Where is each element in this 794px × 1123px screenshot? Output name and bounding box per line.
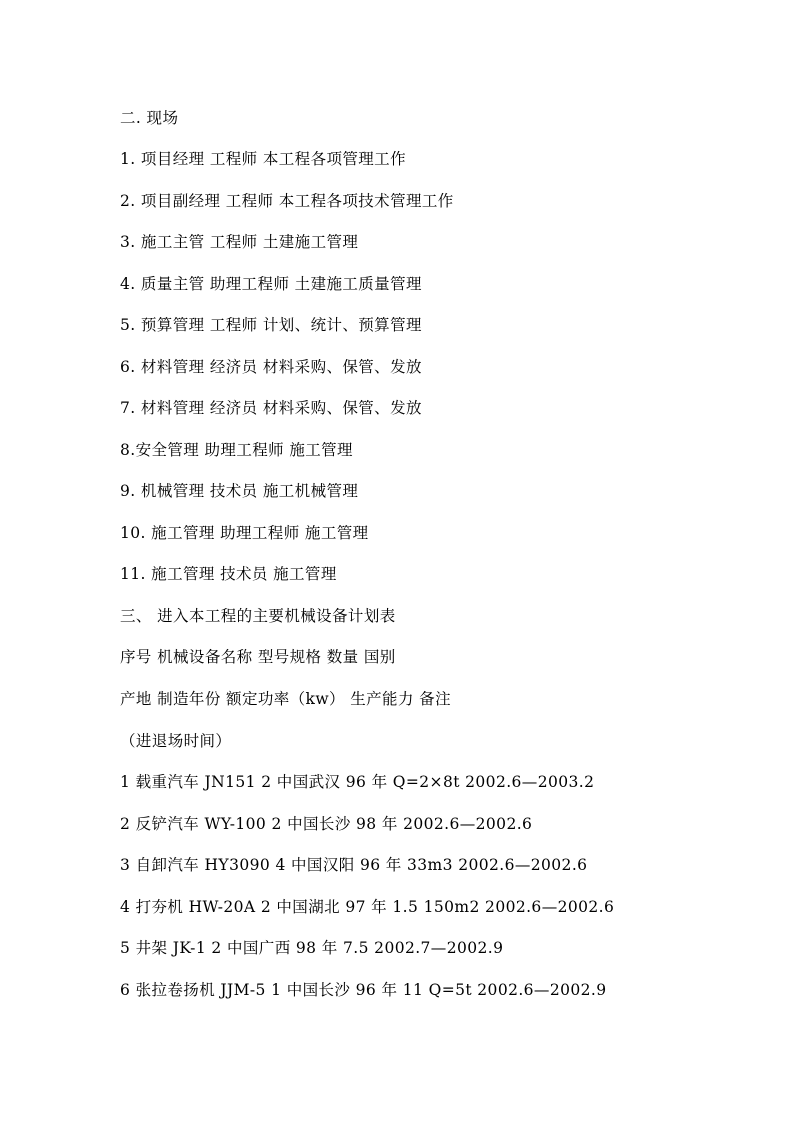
staff-item-7: 7. 材料管理 经济员 材料采购、保管、发放 — [120, 399, 422, 417]
section-heading-site: 二. 现场 — [120, 109, 179, 127]
equipment-table-header-1: 序号 机械设备名称 型号规格 数量 国别 — [120, 648, 396, 666]
equipment-row-4: 4 打夯机 HW-20A 2 中国湖北 97 年 1.5 150m2 2002.6—2002.6 — [120, 898, 615, 916]
staff-item-9: 9. 机械管理 技术员 施工机械管理 — [120, 482, 359, 500]
staff-item-2: 2. 项目副经理 工程师 本工程各项技术管理工作 — [120, 192, 454, 210]
equipment-table-header-3: （进退场时间） — [120, 732, 232, 750]
staff-item-8: 8.安全管理 助理工程师 施工管理 — [120, 441, 353, 459]
equipment-row-6: 6 张拉卷扬机 JJM-5 1 中国长沙 96 年 11 Q=5t 2002.6—2002.9 — [120, 981, 607, 999]
equipment-row-1: 1 载重汽车 JN151 2 中国武汉 96 年 Q=2×8t 2002.6—2003.2 — [120, 773, 595, 791]
equipment-table-header-2: 产地 制造年份 额定功率（kw） 生产能力 备注 — [120, 690, 451, 708]
equipment-row-3: 3 自卸汽车 HY3090 4 中国汉阳 96 年 33m3 2002.6—2002.6 — [120, 856, 588, 874]
staff-item-5: 5. 预算管理 工程师 计划、统计、预算管理 — [120, 316, 422, 334]
staff-item-11: 11. 施工管理 技术员 施工管理 — [120, 565, 337, 583]
staff-item-10: 10. 施工管理 助理工程师 施工管理 — [120, 524, 369, 542]
staff-item-3: 3. 施工主管 工程师 土建施工管理 — [120, 233, 359, 251]
staff-item-4: 4. 质量主管 助理工程师 土建施工质量管理 — [120, 275, 422, 293]
staff-item-1: 1. 项目经理 工程师 本工程各项管理工作 — [120, 150, 406, 168]
equipment-row-2: 2 反铲汽车 WY-100 2 中国长沙 98 年 2002.6—2002.6 — [120, 815, 533, 833]
equipment-row-5: 5 井架 JK-1 2 中国广西 98 年 7.5 2002.7—2002.9 — [120, 939, 504, 957]
section-heading-equipment: 三、 进入本工程的主要机械设备计划表 — [120, 607, 396, 625]
staff-item-6: 6. 材料管理 经济员 材料采购、保管、发放 — [120, 358, 422, 376]
